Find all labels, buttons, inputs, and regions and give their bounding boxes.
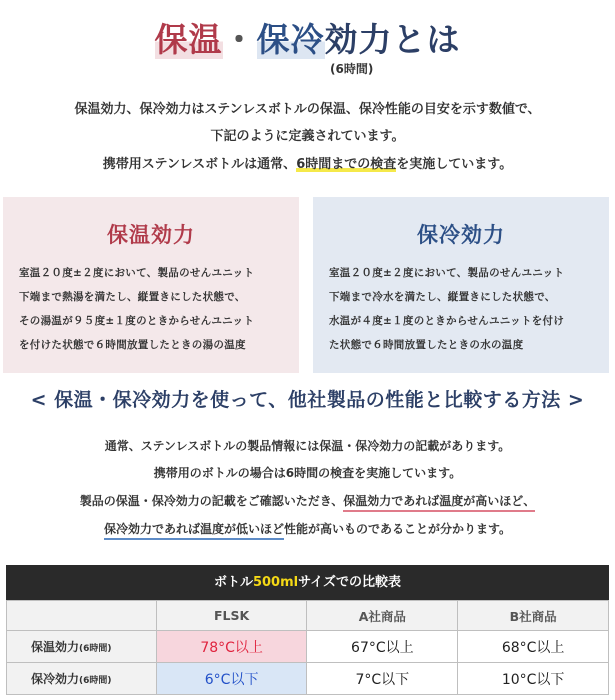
title-cold: 保冷 <box>256 20 325 59</box>
title-rest: 効力とは <box>324 20 461 59</box>
compare-line-4-after: 性能が高いものであることが分かります。 <box>283 522 512 536</box>
cold-box-line: 水温が４度±１度のときからせんユニットを付け <box>329 315 565 327</box>
table-row <box>7 663 609 695</box>
table-cell: 10°C以下 <box>458 663 609 695</box>
page-title <box>0 14 615 61</box>
intro-line-3 <box>0 153 615 172</box>
comparison-table <box>6 565 609 695</box>
cold-box-line: 下端まで冷水を満たし、縦置きにした状態で、 <box>329 291 556 303</box>
column-header-b: B社商品 <box>458 601 609 631</box>
compare-line-3-before: 製品の保温・保冷効力の記載をご確認いただき、 <box>79 494 344 508</box>
compare-line-2: 携帯用のボトルの場合は6時間の検査を実施しています。 <box>153 466 462 480</box>
comparison-heading: < 保温・保冷効力を使って、他社製品の性能と比較する方法 > <box>30 389 585 411</box>
warm-box-line: を付けた状態で６時間放置したときの湯の温度 <box>19 339 246 351</box>
warm-box-line: その湯温が９５度±１度のときからせんユニット <box>19 315 255 327</box>
column-header-empty <box>7 601 157 631</box>
title-warm: 保温 <box>154 20 223 59</box>
table-header-row <box>7 601 609 631</box>
table-cell: 68°C以上 <box>458 631 609 663</box>
intro-line-2: 下記のように定義されています。 <box>210 129 405 144</box>
table-cell: 78°C以上 <box>156 631 307 663</box>
caption-size: 500ml <box>252 575 299 590</box>
table-cell: 67°C以上 <box>307 631 458 663</box>
table-cell: 7°C以下 <box>307 663 458 695</box>
warm-definition-box <box>3 197 299 373</box>
cold-underline-text: 保冷効力であれば温度が低いほど <box>104 522 284 540</box>
table-caption <box>6 565 609 600</box>
intro-line-1: 保温効力、保冷効力はステンレスボトルの保温、保冷性能の目安を示す数値で、 <box>74 102 541 117</box>
cold-box-line: た状態で６時間放置したときの水の温度 <box>329 339 524 351</box>
page-subtitle: (6時間) <box>330 62 374 76</box>
cold-box-line: 室温２０度±２度において、製品のせんユニット <box>329 267 565 279</box>
row-label-small: (6時間) <box>79 676 112 686</box>
row-label-cold <box>7 663 157 695</box>
compare-line-3 <box>0 492 615 509</box>
intro-line-3-before: 携帯用ステンレスボトルは通常、 <box>102 157 297 172</box>
caption-before: ボトル <box>213 575 253 590</box>
row-label-warm <box>7 631 157 663</box>
row-label-small: (6時間) <box>79 644 112 654</box>
warm-box-title: 保温効力 <box>107 223 195 247</box>
table-row <box>7 631 609 663</box>
compare-line-4 <box>0 520 615 537</box>
warm-box-line: 室温２０度±２度において、製品のせんユニット <box>19 267 255 279</box>
cold-definition-box <box>313 197 609 373</box>
title-dot: ・ <box>222 20 257 59</box>
column-header-a: A社商品 <box>307 601 458 631</box>
intro-line-3-after: を実施しています。 <box>396 157 513 172</box>
warm-box-line: 下端まで熱湯を満たし、縦置きにした状態で、 <box>19 291 246 303</box>
compare-line-1: 通常、ステンレスボトルの製品情報には保温・保冷効力の記載があります。 <box>104 439 511 453</box>
column-header-flsk: FLSK <box>156 601 307 631</box>
caption-after: サイズでの比較表 <box>298 575 402 590</box>
row-label-text: 保温効力 <box>31 640 80 654</box>
row-label-text: 保冷効力 <box>31 672 80 686</box>
warm-underline-text: 保温効力であれば温度が高いほど、 <box>343 494 535 512</box>
cold-box-title: 保冷効力 <box>417 223 505 247</box>
intro-highlight: 6時間までの検査 <box>296 157 397 172</box>
table-cell: 6°C以下 <box>156 663 307 695</box>
